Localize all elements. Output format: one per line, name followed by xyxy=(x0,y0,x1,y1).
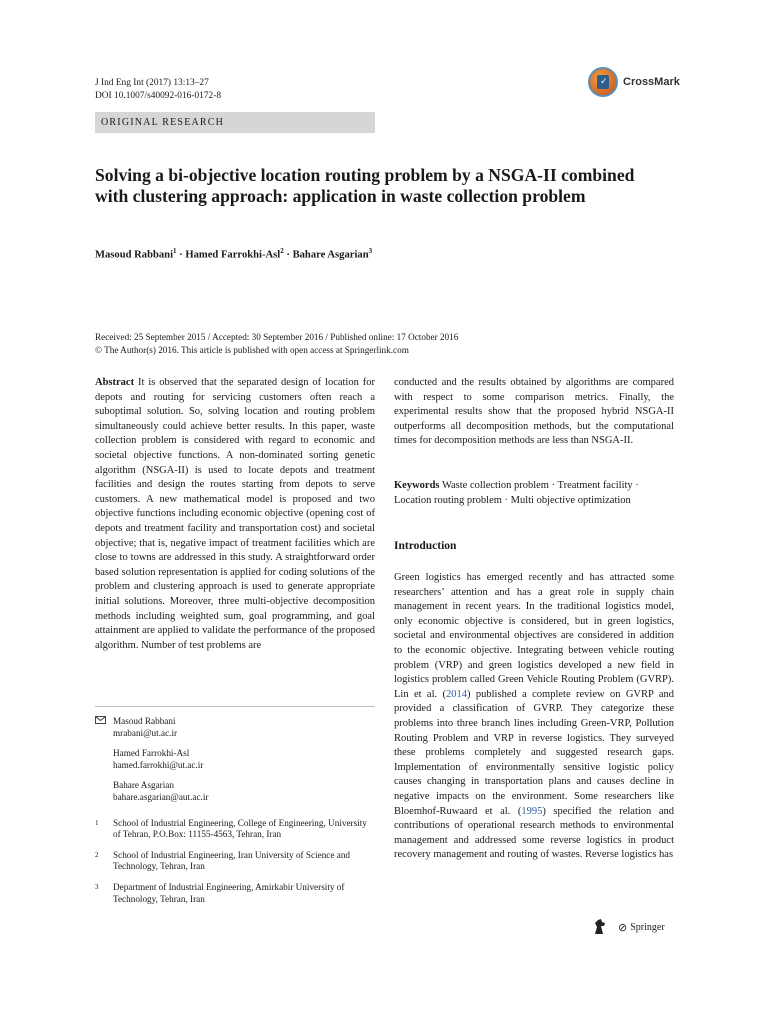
affiliation xyxy=(95,882,375,905)
correspondence-block xyxy=(95,716,375,914)
affiliation xyxy=(95,818,375,841)
doi[interactable]: DOI 10.1007/s40092-016-0172-8 xyxy=(95,91,222,101)
author-name[interactable]: Masoud Rabbani xyxy=(95,249,174,261)
affiliation-text: School of Industrial Engineering, College of Engineering, University of Tehran, P.O.Box: 11155-4563, Tehran, Iran xyxy=(113,817,367,840)
abstract-right: conducted and the results obtained by algorithms are compared with respect to some comparison metrics. Finally, the experimental results show that the proposed hybrid NSGA-II outperforms all decomposition methods, but the computational times for decomposition methods are less than NSGA-II. xyxy=(394,377,674,447)
crossmark-icon: ✓ xyxy=(588,67,618,97)
author-affiliation-number: 3 xyxy=(368,247,373,255)
crossmark-label: CrossMark xyxy=(623,76,680,88)
contact-name: Masoud Rabbani xyxy=(113,716,176,726)
keywords-heading: Keywords xyxy=(394,480,440,491)
affiliation-text: Department of Industrial Engineering, Amirkabir University of Technology, Tehran, Iran xyxy=(113,881,345,904)
springer-circle-icon: ⊘ xyxy=(618,920,628,934)
intro-paragraph-part: ) published a complete review on GVRP and provided a classification of GVRP. They categorize these problems into three branch lines including Green-VRP, Pollution Routing Problem and VRP in reverse logistics. They surveyed these problems completely and suggested research gaps. Implementation of environmentally sensitive logistic policy causes changing in transportation plans and causes decline in negative impacts on the environment. Some researchers like Bloemhof-Ruwaard et al. ( xyxy=(394,688,675,817)
introduction-heading: Introduction xyxy=(394,540,457,552)
author-name[interactable]: Bahare Asgarian xyxy=(292,249,369,261)
contact-name: Bahare Asgarian xyxy=(113,780,174,791)
publisher-logo xyxy=(592,918,665,936)
citation-link[interactable]: 1995 xyxy=(521,805,543,817)
contact-name: Hamed Farrokhi-Asl xyxy=(113,748,190,759)
affiliation-number: 2 xyxy=(95,850,99,859)
affiliation-number: 3 xyxy=(95,882,99,891)
affiliation xyxy=(95,850,375,873)
dates-line: Received: 25 September 2015 / Accepted: 30 September 2016 / Published online: 17 October 2016 xyxy=(95,332,459,342)
keywords-text: Waste collection problem · Treatment facility · Location routing problem · Multi objective optimization xyxy=(394,480,639,506)
envelope-icon xyxy=(95,716,113,739)
article-type-banner: ORIGINAL RESEARCH xyxy=(95,112,375,133)
intro-paragraph-part: Green logistics has emerged recently and has attracted some researchers’ attention and has a great role in supply chain management in recent years. In the traditional logistics model, only economic objective is considered, but in green logistics, societal and environmental objectives are considered in addition to the economic objective. Integrating between vehicle routing problem (VRP) and green logistics developed a new field in logistics problem called Green Vehicle Routing Problem (GVRP). Lin et al. ( xyxy=(394,572,674,700)
paper-title: Solving a bi-objective location routing problem by a NSGA-II combined with clustering approach: application in waste collection problem xyxy=(95,165,635,206)
author-affiliation-number: 2 xyxy=(280,247,284,255)
author-affiliation-number: 1 xyxy=(173,247,177,255)
author-name[interactable]: Hamed Farrokhi-Asl xyxy=(185,249,281,261)
journal-citation: J Ind Eng Int (2017) 13:13–27 xyxy=(95,78,209,88)
copyright-line: © The Author(s) 2016. This article is published with open access at Springerlink.com xyxy=(95,344,409,355)
publication-dates xyxy=(95,331,458,356)
contact-email[interactable]: hamed.farrokhi@ut.ac.ir xyxy=(113,759,204,770)
affiliation-number: 1 xyxy=(95,818,99,827)
springer-horse-icon xyxy=(592,918,608,936)
footnote-divider xyxy=(95,706,375,707)
intro-paragraph-part: ) specified the relation and contributions of operational research methods to environmental management and addressed some reverse logistics in product recovery management and routing of wastes. Reverse logistics has xyxy=(394,805,675,861)
introduction-text xyxy=(394,571,674,863)
abstract-text: It is observed that the separated design of location for depots and routing for servicing customers often reach a suboptimal solution. So, solving location and routing problem simultaneously could achieve better results. In this paper, waste collection problem is considered with regard to economic and societal objective functions. A non-dominated sorting genetic algorithm (NSGA-II) is used to locate depots and treatment facilities and design the routes starting from depots to serve customers. A new mathematical model is proposed and two objective functions including economic objective (opening cost of depots and treatment facility and transportation cost) and societal objective; that is, negative impact of treatment facilities which are close to towns are addressed in this study. A straightforward order based solution representation is applied for coding solutions of the problem and clustering approach is used to generate appropriate initial solutions. Moreover, three multi-objective decomposition methods including weighted sum, goal programming, and goal attainment are applied to validate the performance of the proposed algorithm. Number of test problems are xyxy=(95,377,376,651)
abstract-left xyxy=(95,376,375,653)
abstract-heading: Abstract xyxy=(95,377,135,388)
publisher-name: Springer xyxy=(630,921,665,933)
author-list: Masoud Rabbani$^1$ · Hamed Farrokhi-Asl$^2$ · Bahare Asgarian$^3$ xyxy=(95,247,373,261)
keywords xyxy=(394,479,674,508)
citation-link[interactable]: 2014 xyxy=(446,688,468,700)
affiliation-text: School of Industrial Engineering, Iran University of Science and Technology, Tehran, Iran xyxy=(113,849,351,872)
contact-email[interactable]: bahare.asgarian@aut.ac.ir xyxy=(113,791,209,802)
contact-email[interactable]: mrabani@ut.ac.ir xyxy=(113,727,178,738)
crossmark-badge[interactable] xyxy=(588,67,680,97)
journal-meta xyxy=(95,77,221,103)
